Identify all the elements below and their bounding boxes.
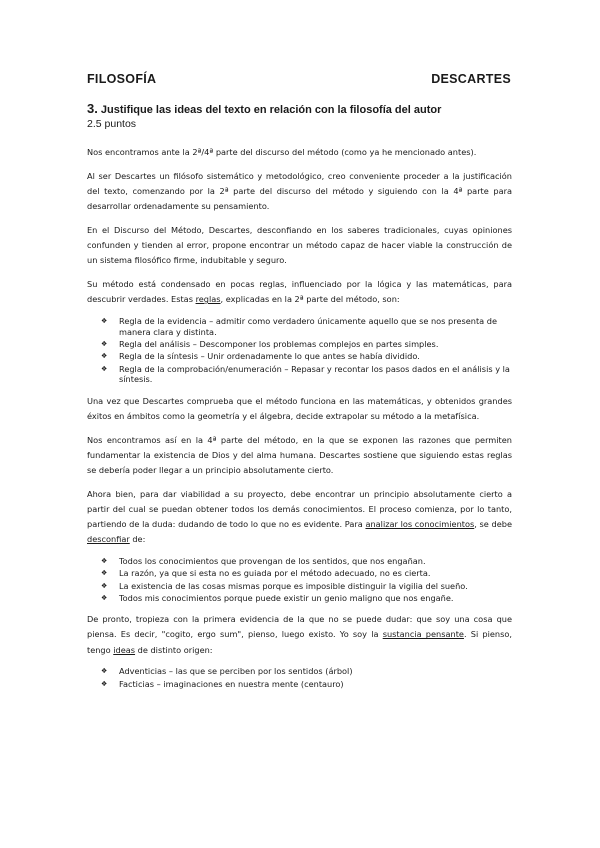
question-title <box>87 101 441 116</box>
list-item: ❖ Regla del análisis – Descomponer los problemas complejos en partes simples. <box>101 339 512 350</box>
list-item: ❖ Todos los conocimientos que provengan de los sentidos, que nos engañan. <box>101 556 512 567</box>
underlined-reglas: reglas <box>195 294 221 305</box>
rules-list <box>87 316 512 385</box>
underlined-ideas: ideas <box>113 644 136 655</box>
p7-text-c: de: <box>129 534 146 545</box>
list-item: ❖ Regla de la síntesis – Unir ordenadamente lo que antes se había dividido. <box>101 351 512 362</box>
paragraph-3: En el Discurso del Método, Descartes, desconfiando en los saberes tradicionales, cuyas opiniones confunden y tienden al error, propone encontrar un método capaz de hacer viable la construcción de un sistema filosófico firme, indubitable y seguro. <box>87 224 512 266</box>
list-item: ❖ Facticias – imaginaciones en nuestra mente (centauro) <box>101 679 512 690</box>
p7-text-a: Ahora bien, para dar viabilidad a su proyecto, debe encontrar un principio absolutamente cierto a partir del cual se puedan obtener todos los demás conocimientos. El proceso comienza, por lo tanto, partiendo de la duda: dudando de todo lo que no es evidente. Para <box>87 488 512 530</box>
question-points: 2.5 puntos <box>87 118 137 130</box>
page-header <box>87 72 511 86</box>
p4-text-a: Su método está condensado en pocas reglas, influenciado por la lógica y las matemáticas, para descubrir verdades. Estas <box>87 278 512 305</box>
list-item: ❖ La existencia de las cosas mismas porque es imposible distinguir la vigilia del sueño. <box>101 581 512 592</box>
p8-text-a: De pronto, tropieza con la primera evidencia de la que no se puede dudar: que soy una cosa que piensa. Es decir, "cogito, ergo sum", pienso, luego existo. Yo soy la <box>87 614 512 640</box>
p4-text-b: , explicadas en la 2ª parte del método, son: <box>220 294 400 305</box>
list-item: ❖ Adventicias – las que se perciben por los sentidos (árbol) <box>101 666 512 677</box>
paragraph-6: Nos encontramos así en la 4ª parte del método, en la que se exponen las razones que permiten fundamentar la existencia de Dios y del alma humana. Descartes sostiene que siguiendo estas reglas se debería poder llegar a un principio absolutamente cierto. <box>87 434 512 475</box>
doubts-list <box>87 556 512 604</box>
paragraph-4 <box>87 277 512 307</box>
list-item: ❖ La razón, ya que si esta no es guiada por el método adecuado, no es cierta. <box>101 568 512 579</box>
underlined-desconfiar: desconfiar <box>87 534 130 545</box>
paragraph-1: Nos encontramos ante la 2ª/4ª parte del discurso del método (como ya he mencionado antes). <box>87 147 477 157</box>
underlined-sustancia: sustancia pensante <box>382 629 464 640</box>
underlined-analizar: analizar los conocimientos <box>365 519 475 530</box>
p7-text-b: , se debe <box>474 519 512 530</box>
author-label: DESCARTES <box>431 72 511 86</box>
list-item: ❖ Regla de la evidencia – admitir como verdadero únicamente aquello que se nos presenta de manera clara y distinta. <box>101 316 512 338</box>
question-text: Justifique las ideas del texto en relación con la filosofía del autor <box>100 104 442 116</box>
paragraph-2: Al ser Descartes un filósofo sistemático y metodológico, creo conveniente proceder a la justificación del texto, comenzando por la 2ª parte del discurso del método y siguiendo con la 4ª parte para desarrollar ordenadamente su pensamiento. <box>87 170 512 212</box>
ideas-list <box>87 666 512 689</box>
list-item: ❖ Todos mis conocimientos porque puede existir un genio maligno que nos engañe. <box>101 593 512 604</box>
p8-text-c: de distinto origen: <box>135 644 213 655</box>
question-number: 3. <box>87 101 98 116</box>
paragraph-5: Una vez que Descartes comprueba que el método funciona en las matemáticas, y obtenidos grandes éxitos en ámbitos como la geometría y el álgebra, decide extrapolar su método a la metafísica. <box>87 395 512 421</box>
p8-text-b: . Si pienso, tengo <box>87 629 512 655</box>
paragraph-7 <box>87 487 512 548</box>
subject-label: FILOSOFÍA <box>87 72 157 86</box>
paragraph-8 <box>87 612 512 658</box>
document-body <box>87 145 512 698</box>
list-item: ❖ Regla de la comprobación/enumeración – Repasar y recontar los pasos dados en el análisis y la síntesis. <box>101 364 512 386</box>
